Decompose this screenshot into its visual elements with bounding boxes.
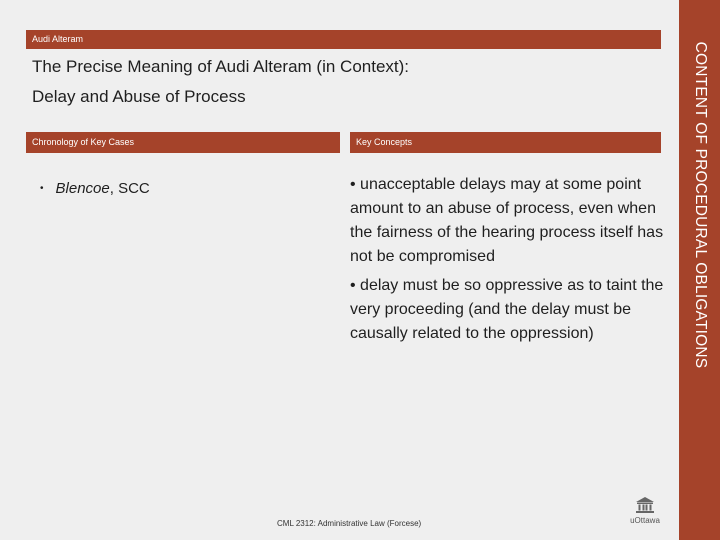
case-item: [40, 178, 320, 200]
section-label: Audi Alteram: [32, 34, 84, 44]
footer-course: CML 2312: Administrative Law (Forcese): [277, 519, 422, 528]
university-building-icon: [635, 496, 655, 514]
slide-title-line-2: Delay and Abuse of Process: [32, 87, 246, 106]
cases-list: [40, 178, 320, 200]
concept-item: • unacceptable delays may at some point amount to an abuse of process, even when the fairness of the hearing process itself has not be compromised: [350, 176, 664, 265]
slide-title-line-1: The Precise Meaning of Audi Alteram (in Context):: [32, 57, 410, 76]
case-name: Blencoe: [55, 180, 110, 197]
concepts-column-header: [350, 132, 661, 153]
vertical-section-title: CONTENT OF PROCEDURAL OBLIGATIONS: [692, 41, 709, 369]
section-label-bar: [26, 30, 661, 49]
concept-item: • delay must be so oppressive as to taint the very proceeding (and the delay must be causally related to the oppression): [350, 277, 664, 342]
university-logo: [625, 496, 665, 532]
cases-column-header: [26, 132, 340, 153]
logo-text: uOttawa: [630, 516, 660, 525]
slide-title: [32, 52, 632, 112]
concepts-column-header-label: Key Concepts: [356, 137, 413, 147]
concepts-list: [350, 173, 665, 351]
bullet-icon: •: [40, 183, 44, 194]
cases-column-header-label: Chronology of Key Cases: [32, 137, 135, 147]
case-court: , SCC: [109, 180, 150, 197]
